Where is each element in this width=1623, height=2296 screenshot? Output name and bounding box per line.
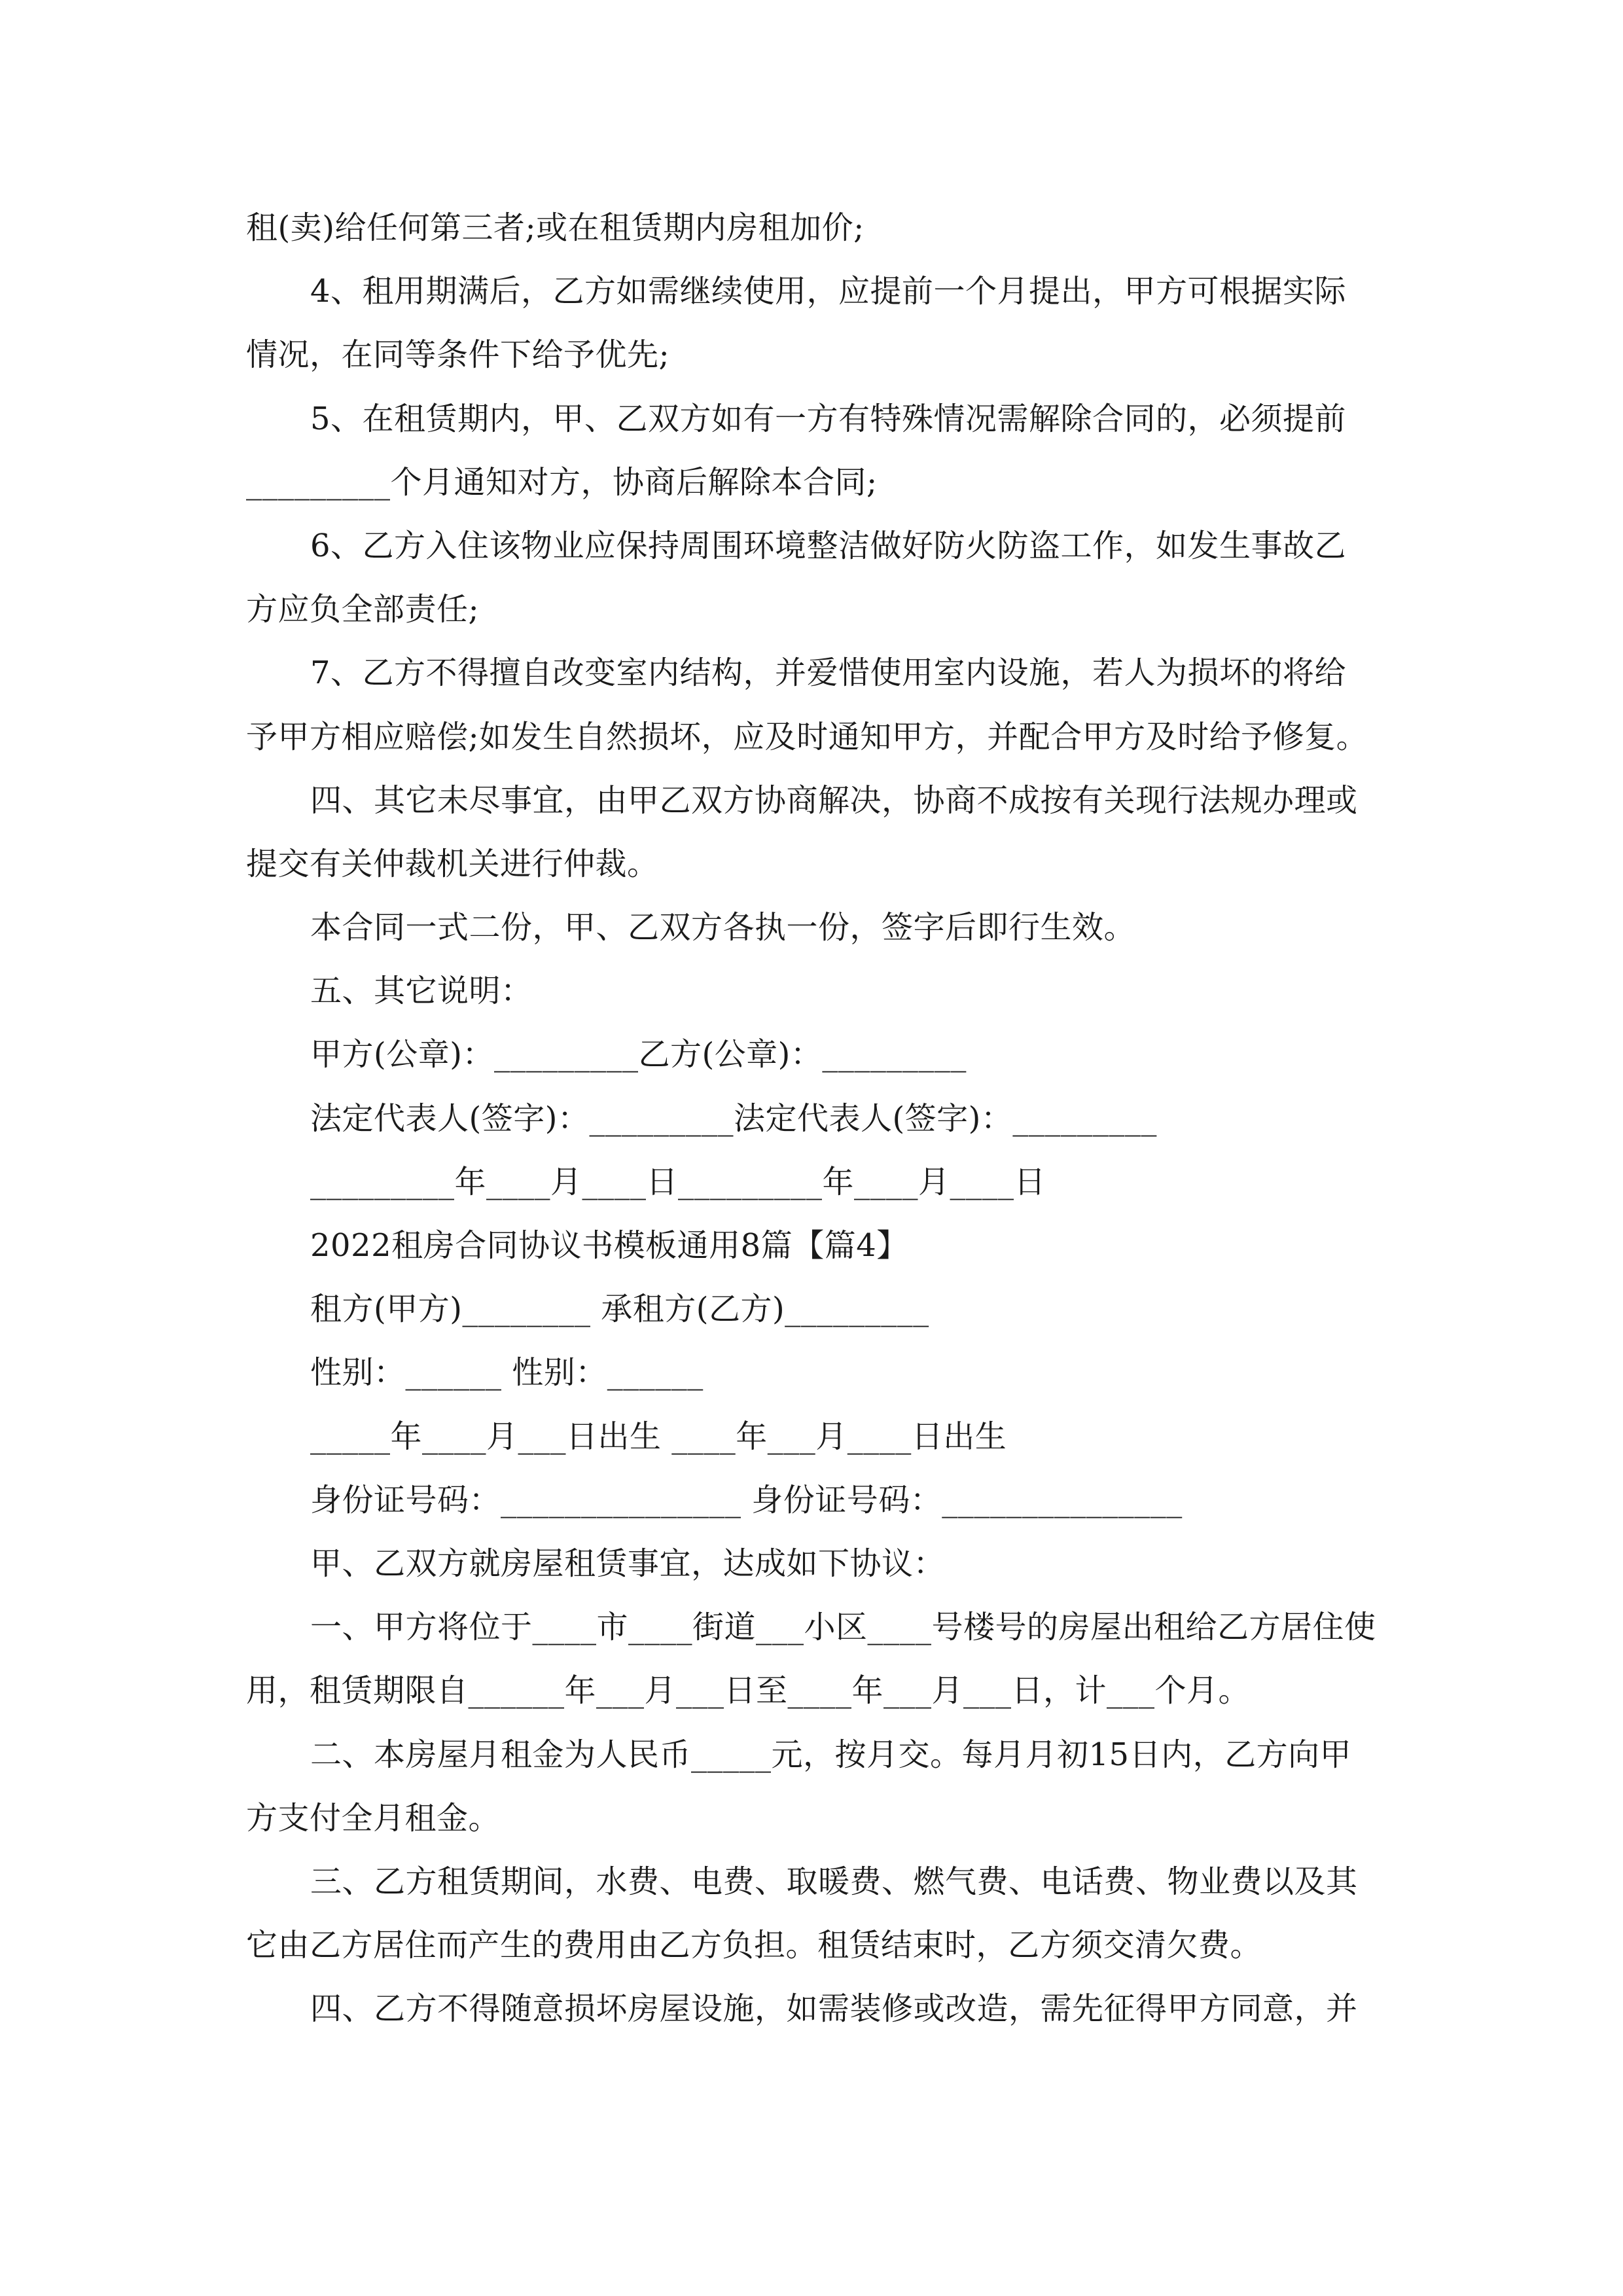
text-line: 二、本房屋月租金为人民币_____元，按月交。每月月初15日内，乙方向甲 — [310, 1736, 1352, 1773]
text-line: 法定代表人(签字)：_________法定代表人(签字)：_________ — [310, 1100, 1157, 1137]
text-line: 身份证号码：_______________ 身份证号码：_______________ — [310, 1481, 1183, 1518]
text-line: 甲方(公章)：_________乙方(公章)：_________ — [310, 1036, 967, 1073]
text-line: 五、其它说明： — [310, 973, 533, 1010]
text-line: _____年____月___日出生 ____年___月____日出生 — [310, 1418, 1007, 1455]
text-line: _________个月通知对方，协商后解除本合同; — [246, 463, 878, 501]
text-line: 租(卖)给任何第三者;或在租赁期内房租加价; — [246, 209, 865, 246]
text-line: 7、乙方不得擅自改变室内结构，并爱惜使用室内设施，若人为损坏的将给 — [310, 655, 1347, 692]
text-line: 本合同一式二份，甲、乙双方各执一份，签字后即行生效。 — [310, 909, 1136, 946]
text-line: 6、乙方入住该物业应保持周围环境整洁做好防火防盗工作，如发生事故乙 — [310, 527, 1347, 564]
text-line: 情况，在同等条件下给予优先; — [246, 336, 670, 374]
text-line: 5、在租赁期内，甲、乙双方如有一方有特殊情况需解除合同的，必须提前 — [310, 400, 1347, 437]
text-line: 方支付全月租金。 — [246, 1799, 501, 1837]
text-line: 四、其它未尽事宜，由甲乙双方协商解决，协商不成按有关现行法规办理或 — [310, 781, 1358, 819]
document-body — [246, 196, 1385, 2041]
text-line: 用，租赁期限自______年___月___日至____年___月___日，计___个月。 — [246, 1672, 1251, 1710]
text-line: 一、甲方将位于____市____街道___小区____号楼号的房屋出租给乙方居住使 — [310, 1609, 1376, 1646]
text-line: 租方(甲方)________ 承租方(乙方)_________ — [310, 1291, 929, 1328]
text-line: _________年____月____日_________年____月____日 — [310, 1163, 1046, 1200]
text-line: 予甲方相应赔偿;如发生自然损坏，应及时通知甲方，并配合甲方及时给予修复。 — [246, 718, 1368, 755]
text-line: 三、乙方租赁期间，水费、电费、取暖费、燃气费、电话费、物业费以及其 — [310, 1863, 1358, 1900]
text-line: 性别：______ 性别：______ — [310, 1354, 704, 1391]
text-line: 提交有关仲裁机关进行仲裁。 — [246, 845, 659, 882]
text-line: 4、租用期满后，乙方如需继续使用，应提前一个月提出，甲方可根据实际 — [310, 273, 1347, 310]
text-line: 方应负全部责任; — [246, 591, 480, 628]
text-line: 2022租房合同协议书模板通用8篇【篇4】 — [310, 1227, 908, 1264]
text-line: 它由乙方居住而产生的费用由乙方负担。租赁结束时，乙方须交清欠费。 — [246, 1927, 1262, 1964]
text-line: 甲、乙双方就房屋租赁事宜，达成如下协议： — [310, 1545, 946, 1582]
text-line: 四、乙方不得随意损坏房屋设施，如需装修或改造，需先征得甲方同意，并 — [310, 1990, 1358, 2028]
